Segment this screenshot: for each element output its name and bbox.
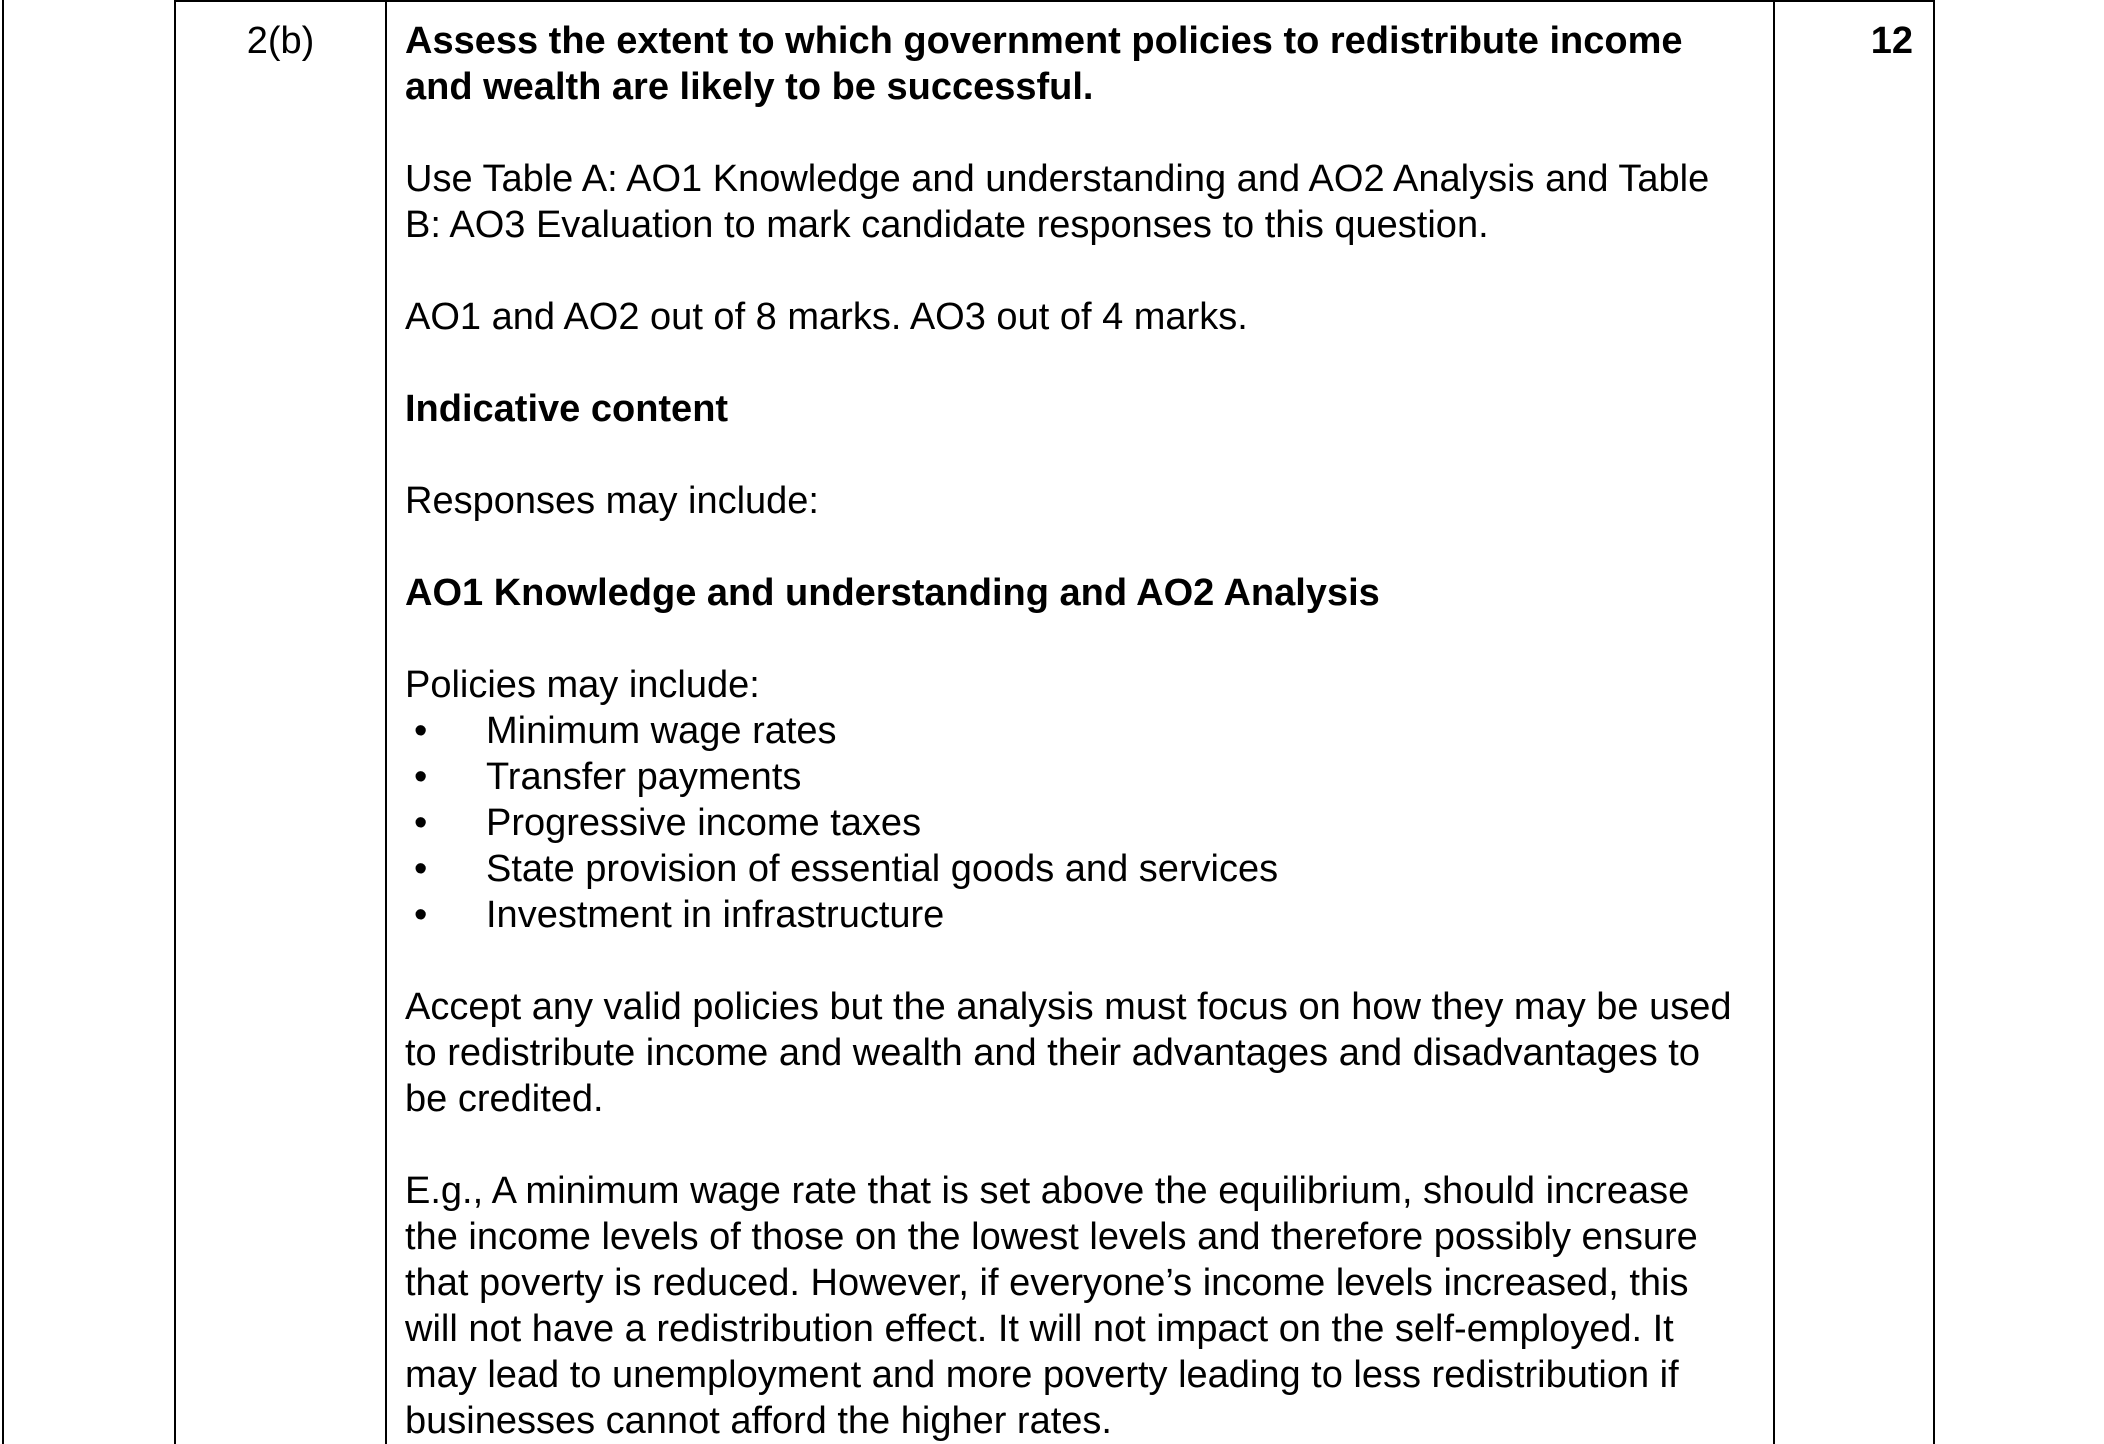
answer-cell xyxy=(385,2,1773,1444)
question-text: Assess the extent to which government policies to redistribute income and wealth are likely to be successful. xyxy=(405,20,1683,108)
policy-list-item: • State provision of essential goods and services xyxy=(405,846,1749,892)
heading-ao1-ao2-analysis: AO1 Knowledge and understanding and AO2 Analysis xyxy=(405,572,1380,614)
question-number: 2(b) xyxy=(246,20,315,62)
mark-scheme-row xyxy=(174,0,1935,1444)
paragraph-policies-intro: Policies may include: xyxy=(405,664,760,706)
marks-value: 12 xyxy=(1870,20,1913,62)
page-left-border xyxy=(2,0,4,1444)
heading-indicative-content: Indicative content xyxy=(405,388,729,430)
policy-list-item: • Investment in infrastructure xyxy=(405,892,1749,938)
paragraph-example: E.g., A minimum wage rate that is set above the equilibrium, should increase the income levels of those on the lowest levels and therefore possibly ensure that poverty is reduced. However, if everyone’s income levels increased, this will not have a redistribution effect. It will not impact on the self-employed. It may lead to unemployment and more poverty leading to less redistribution if businesses cannot afford the higher rates. xyxy=(405,1170,1698,1442)
policy-list-item: • Progressive income taxes xyxy=(405,800,1749,846)
paragraph-marks-split: AO1 and AO2 out of 8 marks. AO3 out of 4 marks. xyxy=(405,296,1248,338)
policy-list-item: • Transfer payments xyxy=(405,754,1749,800)
paragraph-accept: Accept any valid policies but the analysis must focus on how they may be used to redistribute income and wealth and their advantages and disadvantages to be credited. xyxy=(405,986,1732,1120)
marks-cell xyxy=(1773,2,1935,1444)
policy-list-item: • Minimum wage rates xyxy=(405,708,1749,754)
policy-list xyxy=(405,708,1749,938)
question-number-cell xyxy=(174,2,385,1444)
paragraph-responses-intro: Responses may include: xyxy=(405,480,819,522)
paragraph-use-tables: Use Table A: AO1 Knowledge and understanding and AO2 Analysis and Table B: AO3 Evaluation to mark candidate responses to this question. xyxy=(405,158,1710,246)
